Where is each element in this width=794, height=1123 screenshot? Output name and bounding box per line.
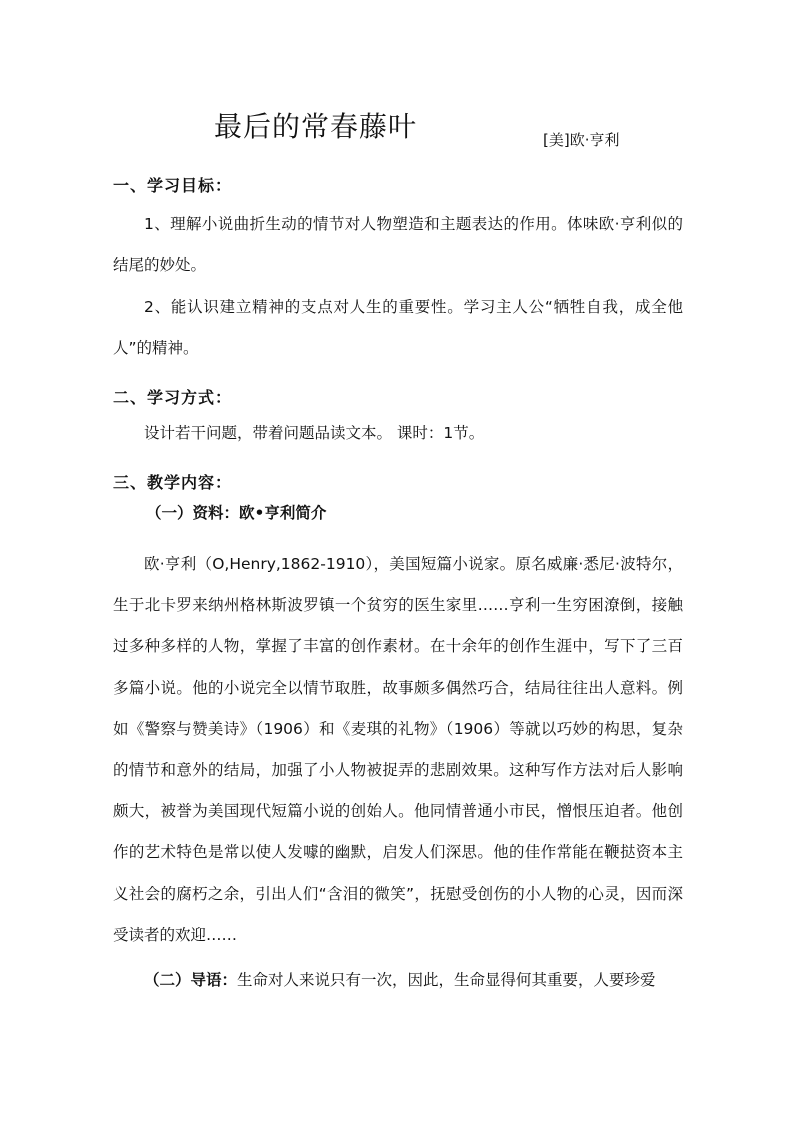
intro-text: 生命对人来说只有一次，因此，生命显得何其重要，人要珍爱: [237, 971, 656, 989]
learning-method-text: 设计若干问题，带着问题品读文本。 课时：1节。: [144, 424, 485, 442]
section-heading-learning-goals: 一、学习目标：: [113, 176, 233, 195]
subsection-heading-author-bio: （一）资料：欧•亨利简介: [146, 504, 327, 522]
learning-goal-1: 1、理解小说曲折生动的情节对人物塑造和主题表达的作用。体味欧·亨利似的结尾的妙处。: [113, 215, 683, 274]
learning-goal-2: 2、能认识建立精神的支点对人生的重要性。学习主人公“牺牲自我，成全他人”的精神。: [113, 298, 683, 357]
author-bio-paragraph: 欧·亨利（O,Henry,1862-1910），美国短篇小说家。原名威廉·悉尼·波特尔，生于北卡罗来纳州格林斯波罗镇一个贫穷的医生家里……亨利一生穷困潦倒，接触过多种多样的人物，掌握了丰富的创作素材。在十余年的创作生涯中，写下了三百多篇小说。他的小说完全以情节取胜，故事颇多偶然巧合，结局往往出人意料。例如《警察与赞美诗》（1906）和《麦琪的礼物》（1906）等就以巧妙的构思，复杂的情节和意外的结局，加强了小人物被捉弄的悲剧效果。这种写作方法对后人影响颇大，被誉为美国现代短篇小说的创始人。他同情普通小市民，憎恨压迫者。他创作的艺术特色是常以使人发噱的幽默，启发人们深思。他的佳作常能在鞭挞资本主义社会的腐朽之余，引出人们“含泪的微笑”，抚慰受创伤的小人物的心灵，因而深受读者的欢迎……: [113, 555, 683, 944]
intro-paragraph: [113, 960, 683, 1001]
intro-lead-label: （二）导语：: [144, 971, 238, 989]
author-line: [美]欧·亨利: [543, 131, 620, 149]
document-title: 最后的常春藤叶: [214, 110, 418, 143]
section-heading-learning-method: 二、学习方式：: [113, 388, 233, 407]
section-heading-teaching-content: 三、教学内容：: [113, 473, 233, 492]
